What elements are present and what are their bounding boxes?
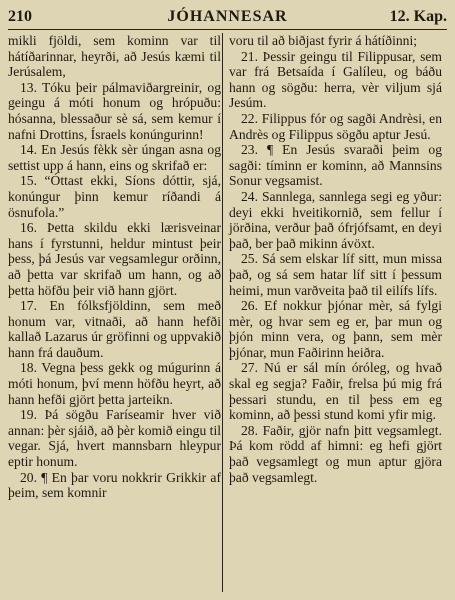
running-header [8,6,447,28]
verse-paragraph: voru til að biðjast fyrir á hátíðinni; [229,33,418,48]
verse-paragraph: 25. Sá sem elskar líf sitt, mun missa það, og sá sem hatar líf sitt í þessum heimi, mun varðveita það til eilífs lífs. [229,251,442,298]
column-divider [222,33,223,592]
left-column [8,33,221,501]
verse-paragraph: 15. “Óttast ekki, Síons dóttir, sjá, konúngur þinn kemur ríðandi á ösnufola.” [8,173,221,220]
verse-paragraph: 17. En fólksfjöldinn, sem með honum var, vitnaði, að hann hefði kallað Lazarus úr gröfinni og uppvakið hann frá dauðum. [8,298,221,360]
page-number: 210 [8,8,32,25]
verse-paragraph: 27. Nú er sál mín óróleg, og hvað skal eg segja? Faðir, frelsa þú mig frá þessari stundu, en til þess em eg kominn, að þessi stund komi yfir mig. [229,360,442,423]
verse-paragraph: 21. Þessir geingu til Filippusar, sem var frá Betsaída í Galíleu, og báðu hann og sögðu: herra, vèr viljum sjá Jesúm. [229,48,442,111]
header-rule [8,29,447,30]
verse-paragraph: 23. ¶ En Jesús svaraði þeim og sagði: tíminn er kominn, að Mannsins Sonur vegsamist. [229,142,442,189]
verse-paragraph: 22. Filippus fór og sagði Andrèsi, en Andrès og Filippus sögðu aptur Jesú. [229,110,442,142]
verse-paragraph: 26. Ef nokkur þjónar mèr, sá fylgi mèr, og hvar sem eg er, þar mun og þjón minn vera, og þann, sem mèr þjónar, mun Faðirinn heiðra. [229,298,442,360]
verse-paragraph: 16. Þetta skildu ekki lærisveinar hans í fyrstunni, heldur mintust þeir þess, þá Jesús var vegsamlegur orðinn, að þetta var skrifað um hann, og að þetta höfðu þeir við hann gjört. [8,220,221,298]
verse-paragraph: 18. Vegna þess gekk og múgurinn á móti honum, því menn höfðu heyrt, að hann hefði gjört þetta jarteikn. [8,360,221,407]
running-title: JÓHANNESAR [167,8,288,25]
verse-paragraph: 14. En Jesús fèkk sèr úngan asna og settist upp á hann, eins og skrifað er: [8,142,221,173]
verse-paragraph: 28. Faðir, gjör nafn þitt vegsamlegt. Þá kom rödd af himni: eg hefi gjört það vegsamlegt og mun aptur gjöra það vegsamlegt. [229,422,442,485]
verse-paragraph: 20. ¶ En þar voru nokkrir Grikkir af þeim, sem komnir [8,469,221,501]
verse-paragraph: 19. Þá sögðu Faríseamir hver við annan: þèr sjáið, að þèr komið eingu til vegar. Sjá, hvert mannsbarn hleypur eptir honum. [8,407,221,470]
verse-paragraph: 24. Sannlega, sannlega segi eg yður: deyi ekki hveitikornið, sem fellur í jörðina, verður það ófrjófsamt, en deyi það, ber það mikinn ávöxt. [229,188,442,251]
right-column [229,33,442,485]
verse-paragraph: 13. Tóku þeir pálmaviðargreinir, og geingu á móti honum og hrópuðu: hósanna, blessaður sè sá, sem kemur í nafni Drottins, Ísraels konúngurinn! [8,79,221,142]
chapter-label: 12. Kap. [389,8,447,25]
verse-paragraph: mikli fjöldi, sem kominn var til hátíðarinnar, heyrði, að Jesús kæmi til Jerúsalem, [8,33,221,80]
